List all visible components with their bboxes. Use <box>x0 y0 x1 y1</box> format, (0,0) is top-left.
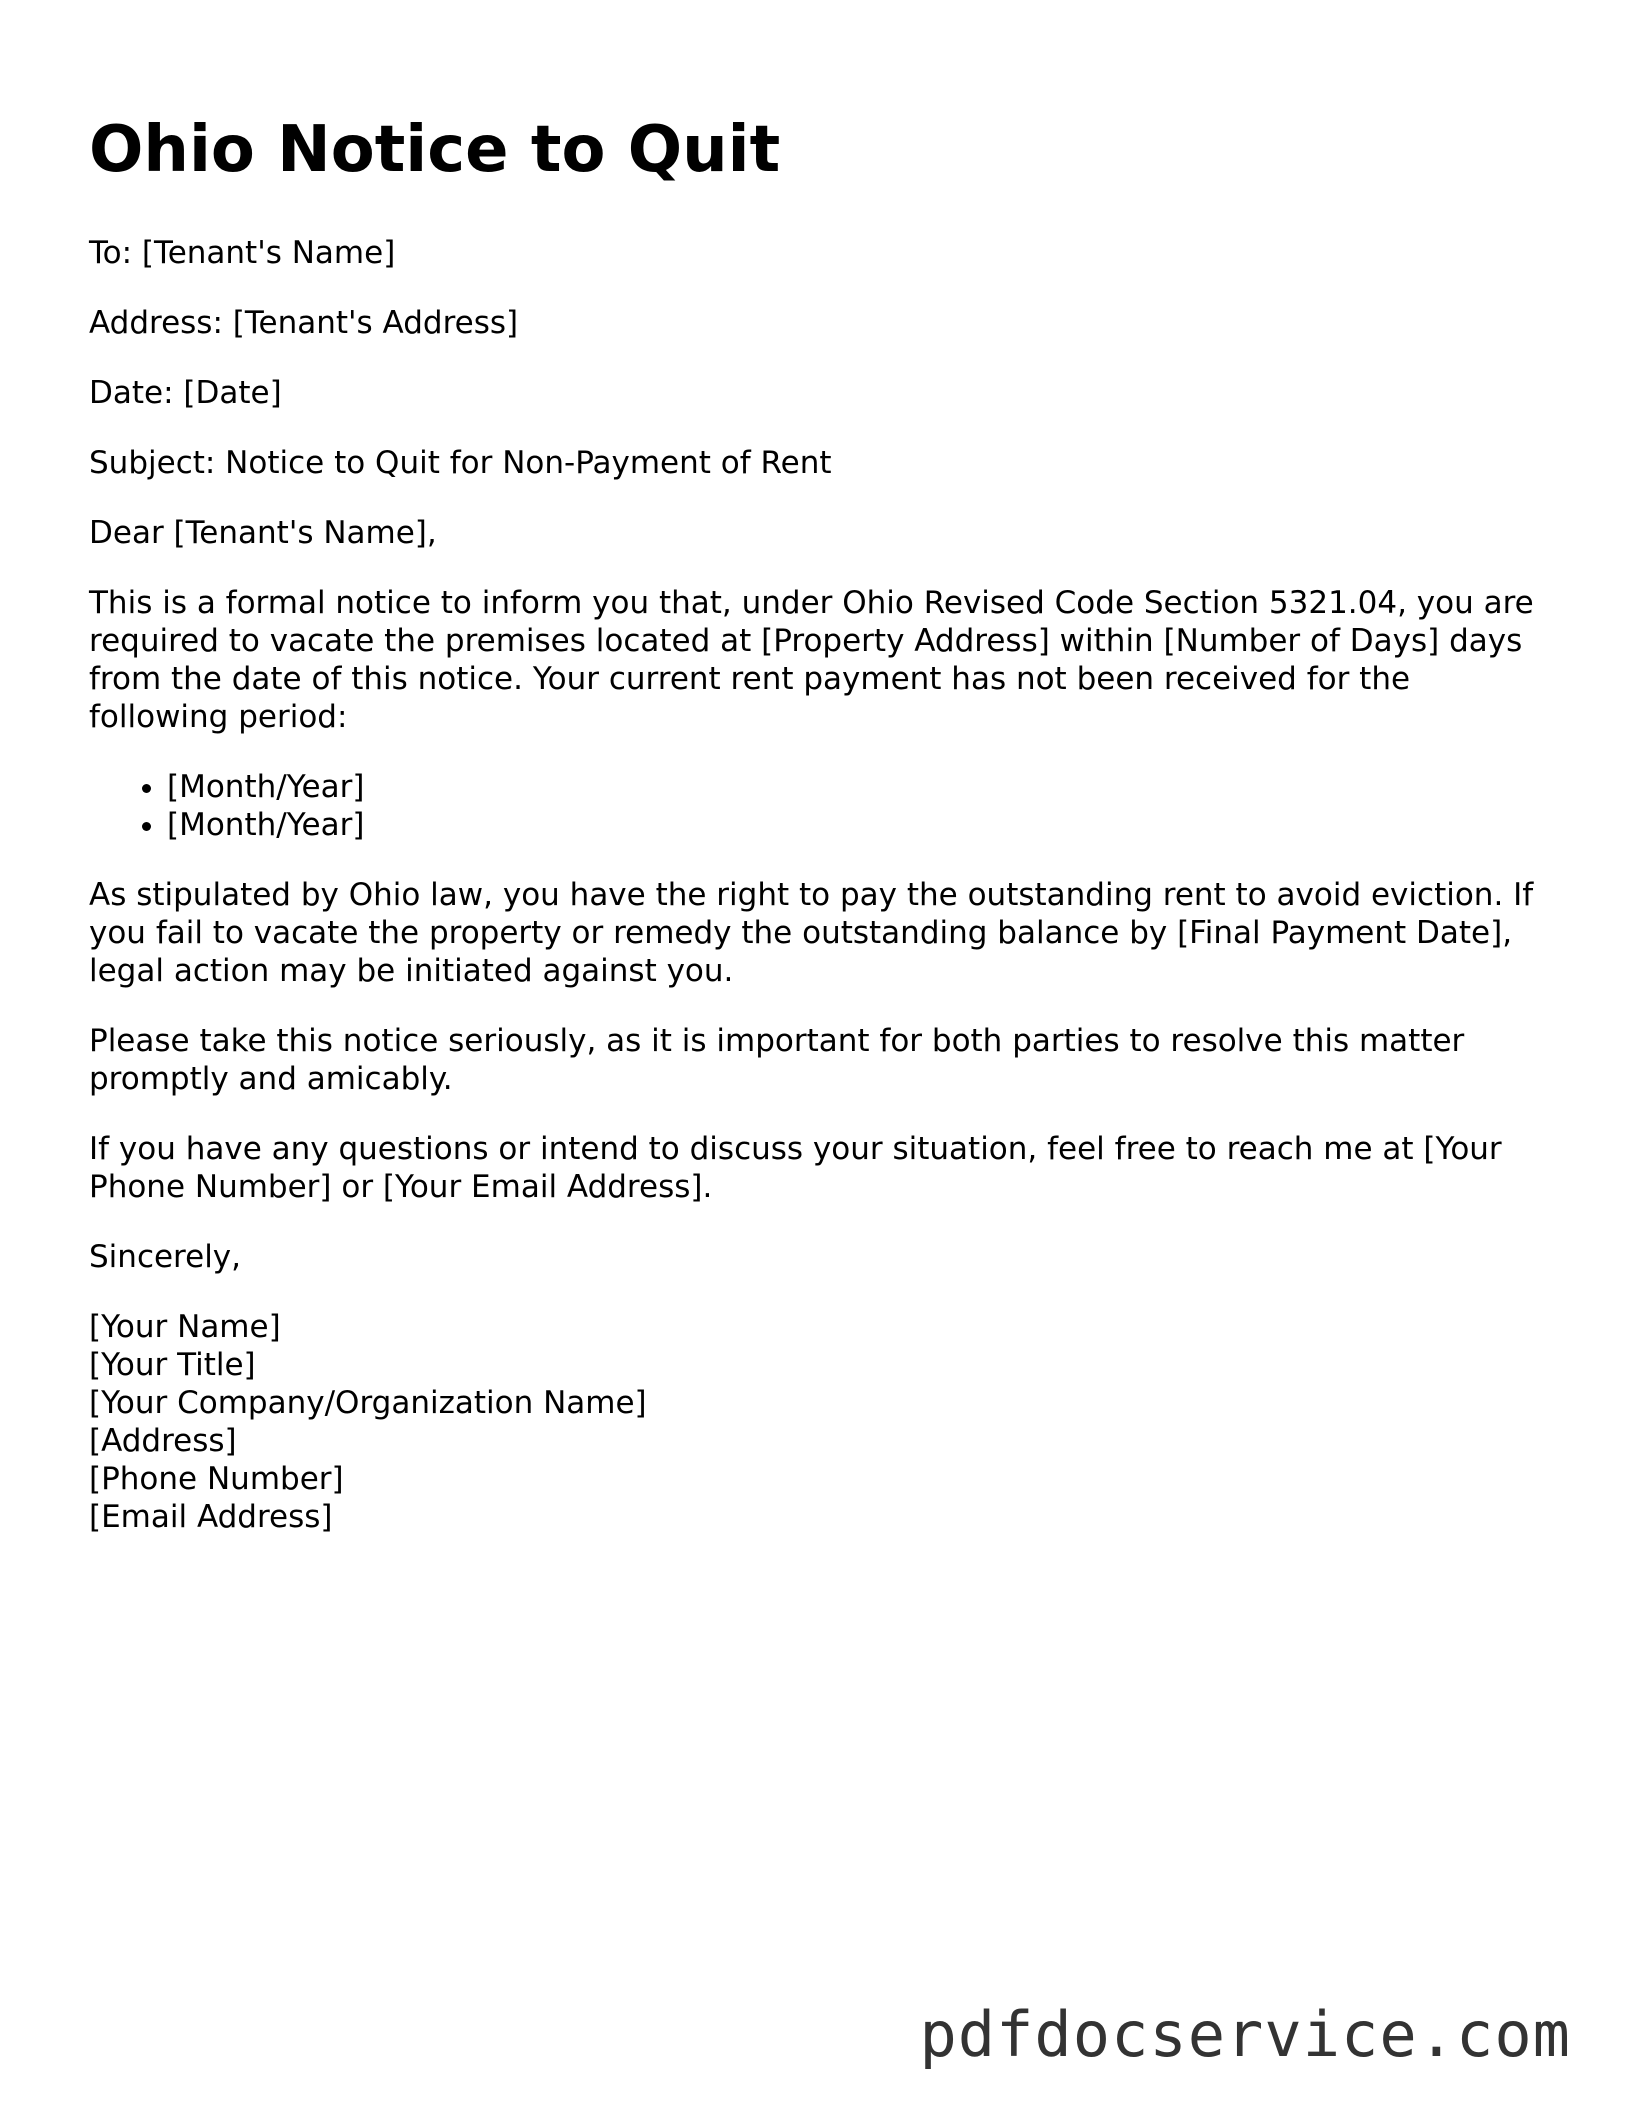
watermark: pdfdocservice.com <box>919 1998 1571 2071</box>
document-page <box>89 110 1549 1536</box>
date-line: Date: [Date] <box>89 375 282 411</box>
body-paragraph-3: Please take this notice seriously, as it is important for both parties to resolve this matter promptly and amicably. <box>89 1023 1465 1097</box>
address-line: Address: [Tenant's Address] <box>89 305 519 341</box>
signature-phone: [Phone Number] <box>89 1461 344 1497</box>
body-paragraph-1: This is a formal notice to inform you that, under Ohio Revised Code Section 5321.04, you are required to vacate the premises located at [Property Address] within [Number of Days] days from the date of this notice. Your current rent payment has not been received for the following period: <box>89 585 1534 735</box>
period-item: • [Month/Year] <box>167 806 1549 844</box>
signature-name: [Your Name] <box>89 1309 281 1345</box>
greeting: Dear [Tenant's Name], <box>89 515 437 551</box>
signature-company: [Your Company/Organization Name] <box>89 1385 647 1421</box>
period-item: • [Month/Year] <box>167 768 1549 806</box>
to-line: To: [Tenant's Name] <box>89 235 396 271</box>
period-list <box>89 768 1549 844</box>
body-paragraph-2: As stipulated by Ohio law, you have the right to pay the outstanding rent to avoid eviction. If you fail to vacate the property or remedy the outstanding balance by [Final Payment Date], legal action may be initiated against you. <box>89 877 1534 989</box>
document-title: Ohio Notice to Quit <box>89 113 781 187</box>
subject-line: Subject: Notice to Quit for Non-Payment of Rent <box>89 445 832 481</box>
signature-address: [Address] <box>89 1423 237 1459</box>
closing: Sincerely, <box>89 1239 242 1275</box>
signature-block <box>89 1308 1549 1536</box>
signature-title: [Your Title] <box>89 1347 256 1383</box>
body-paragraph-4: If you have any questions or intend to discuss your situation, feel free to reach me at [Your Phone Number] or [Your Email Address]. <box>89 1131 1502 1205</box>
signature-email: [Email Address] <box>89 1499 333 1535</box>
